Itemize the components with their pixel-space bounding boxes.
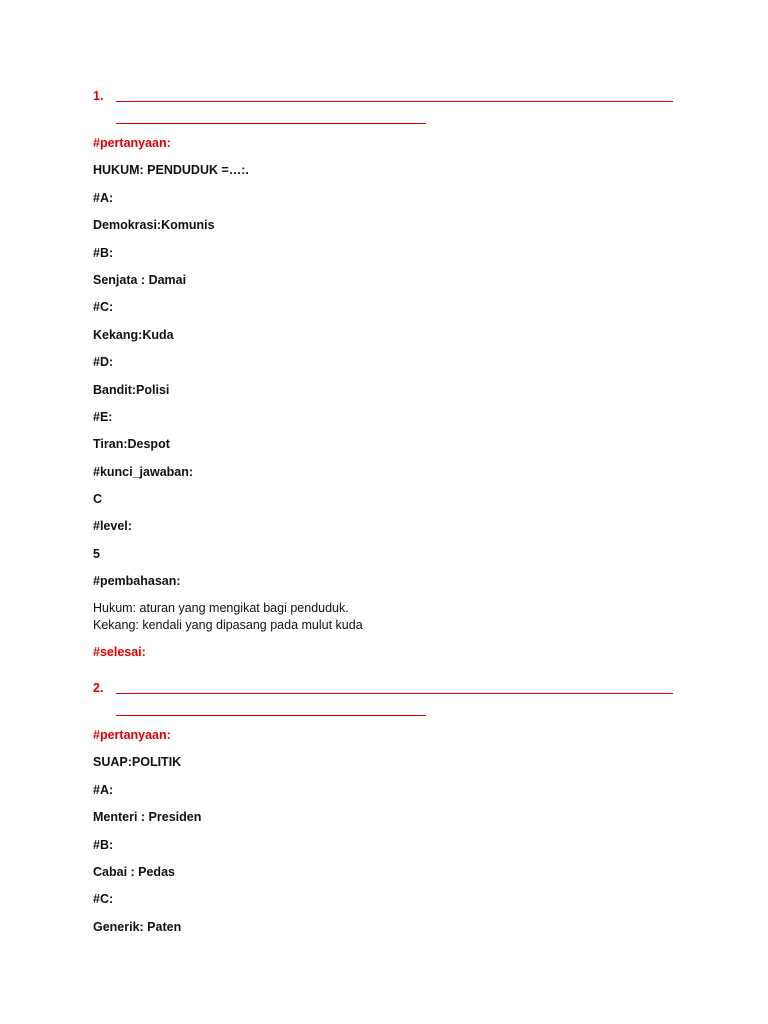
option-label-b: #B: [93, 837, 114, 852]
option-text-e: Tiran:Despot [93, 437, 170, 452]
question-number: 1. [93, 89, 104, 103]
kunci-jawaban-value: C [93, 492, 103, 507]
option-label-e: #E: [93, 409, 113, 424]
pembahasan-text [93, 600, 675, 635]
option-text-b: Cabai : Pedas [93, 864, 175, 879]
question-number-row [93, 678, 675, 726]
option-label-c: #C: [93, 300, 114, 315]
pertanyaan-label: #pertanyaan: [93, 728, 171, 743]
kunci-jawaban-label: #kunci_jawaban: [93, 464, 194, 479]
level-value: 5 [93, 546, 100, 561]
pertanyaan-label: #pertanyaan: [93, 136, 171, 150]
option-label-a: #A: [93, 782, 114, 797]
option-text-a: Menteri : Presiden [93, 810, 202, 825]
option-text-a: Demokrasi:Komunis [93, 218, 215, 233]
level-label: #level: [93, 519, 132, 534]
option-text-c: Kekang:Kuda [93, 327, 174, 342]
pembahasan-line: Hukum: aturan yang mengikat bagi penduduk. [93, 600, 349, 615]
option-text-d: Bandit:Polisi [93, 382, 170, 397]
pembahasan-line: Kekang: kendali yang dipasang pada mulut kuda [93, 618, 363, 633]
option-text-c: Generik: Paten [93, 919, 182, 934]
question-text: SUAP:POLITIK [93, 755, 182, 770]
option-label-c: #C: [93, 892, 114, 907]
answer-blank-line [116, 715, 426, 716]
answer-blank-line [116, 101, 673, 102]
question-number-row [93, 86, 675, 134]
option-label-b: #B: [93, 245, 114, 260]
document-page [93, 86, 675, 945]
answer-blank-line [116, 693, 673, 694]
pembahasan-label: #pembahasan: [93, 574, 181, 589]
option-label-a: #A: [93, 190, 114, 205]
option-text-b: Senjata : Damai [93, 272, 187, 287]
question-block-1 [93, 86, 675, 670]
question-text: HUKUM: PENDUDUK =…:. [93, 163, 249, 178]
answer-blank-line [116, 123, 426, 124]
question-number: 2. [93, 681, 104, 696]
selesai-label: #selesai: [93, 644, 146, 659]
option-label-d: #D: [93, 355, 114, 370]
question-block-2 [93, 678, 675, 945]
